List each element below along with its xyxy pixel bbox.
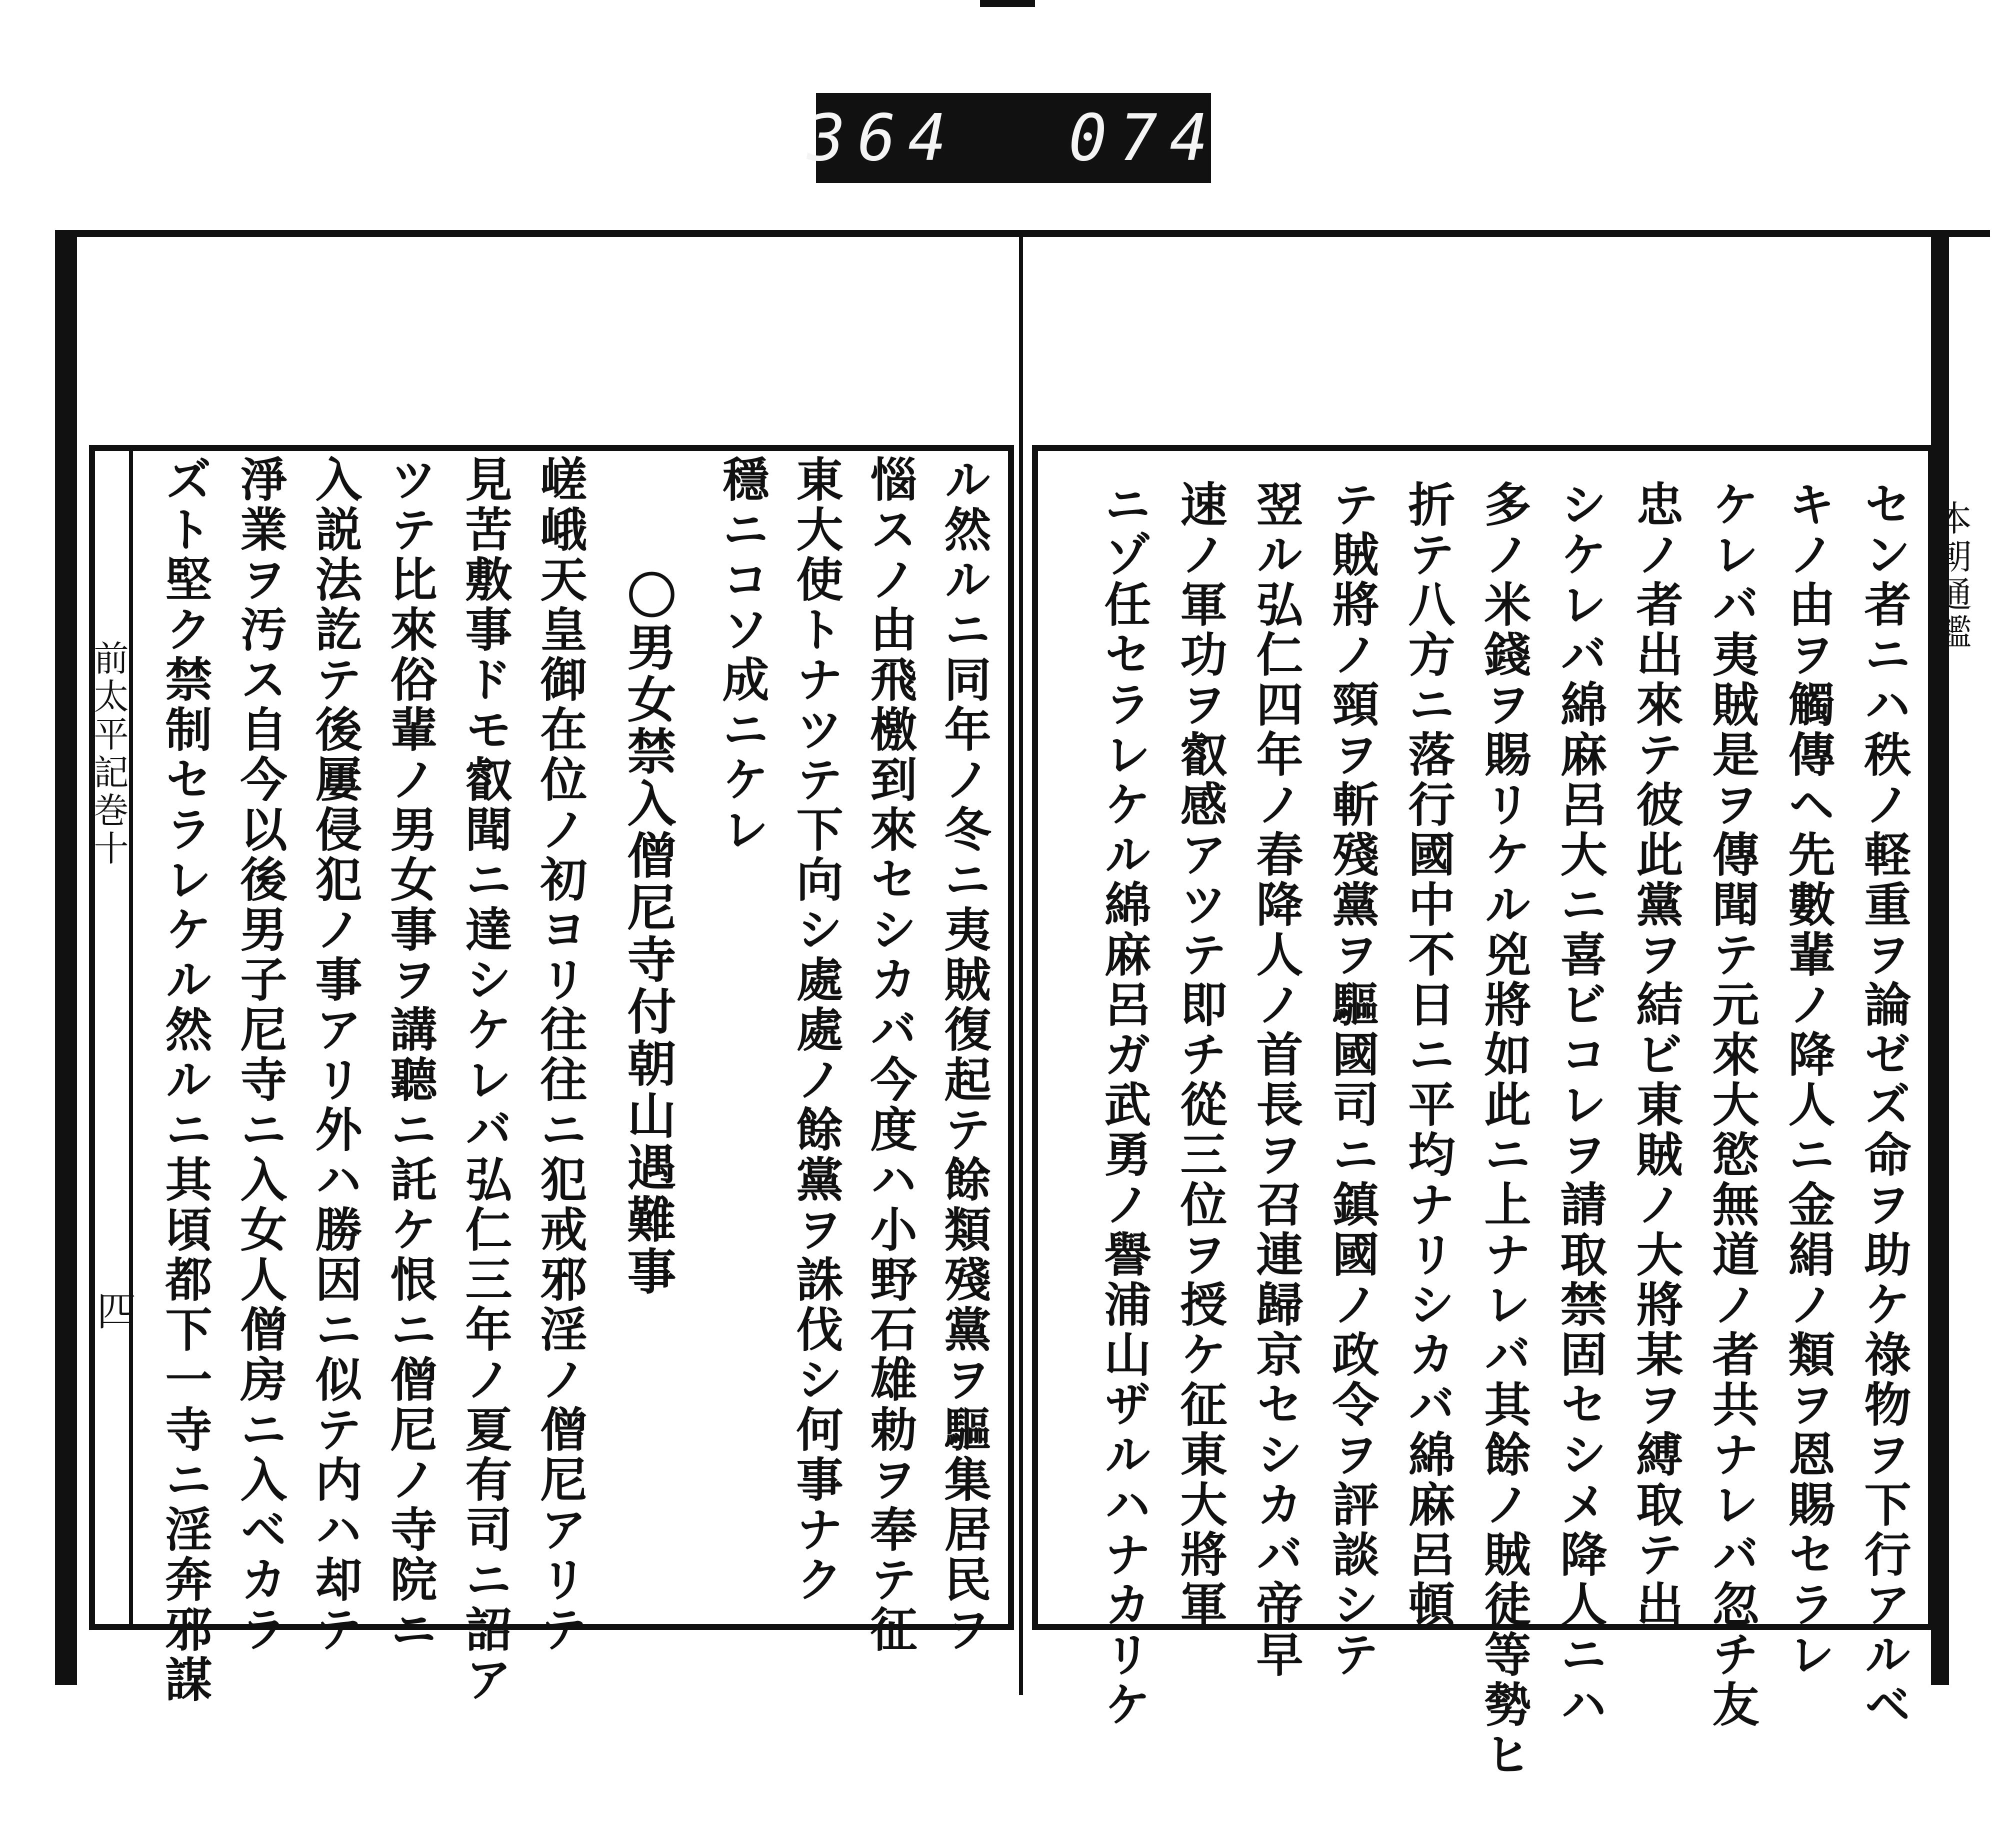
- text-column: ル然ルニ同年ノ冬ニ夷賊復起テ餘類殘黨ヲ驅集居民ヲ: [936, 455, 991, 1655]
- text-column: 折テ八方ニ落行國中不日ニ平均ナリシカバ綿麻呂頓: [1400, 480, 1455, 1630]
- text-column: 忠ノ者出來テ彼此黨ヲ結ビ東賊ノ大將某ヲ縛取テ出: [1628, 480, 1683, 1630]
- section-heading: 〇男女禁入僧尼寺付朝山遇難事: [619, 570, 676, 1298]
- text-column: テ賊將ノ頸ヲ斬殘黨ヲ驅國司ニ鎮國ノ政令ヲ評談シテ: [1324, 480, 1379, 1680]
- text-column: 嵯峨天皇御在位ノ初ヨリ往往ニ犯戒邪淫ノ僧尼アリテ: [532, 455, 587, 1655]
- text-column: 翌ル弘仁四年ノ春降人ノ首長ヲ召連歸京セシカバ帝早: [1248, 480, 1303, 1680]
- text-column: キノ由ヲ觸傳ヘ先數輩ノ降人ニ金絹ノ類ヲ恩賜セラレ: [1780, 480, 1835, 1680]
- book-gutter: [1019, 235, 1023, 1695]
- text-column: セン者ニハ秩ノ軽重ヲ論ゼズ命ヲ助ケ祿物ヲ下行アルベ: [1856, 480, 1911, 1730]
- left-margin-rule: [129, 451, 133, 1624]
- text-column: 速ノ軍功ヲ叡感アツテ即チ從三位ヲ授ケ征東大將軍: [1172, 480, 1227, 1630]
- left-book-edge: [55, 235, 77, 1685]
- text-column: 入説法訖テ後屢侵犯ノ事アリ外ハ勝因ニ似テ内ハ却テ: [307, 455, 362, 1655]
- text-column: ニゾ任セラレケル綿麻呂ガ武勇ノ譽浦山ザルハナカリケ: [1096, 480, 1151, 1730]
- text-column: 惱スノ由飛檄到來セシカバ今度ハ小野石雄勅ヲ奉テ征: [862, 455, 917, 1655]
- catalog-code-left: 364: [806, 100, 958, 176]
- top-clamp: [980, 0, 1035, 7]
- text-column: ツテ比來俗輩ノ男女事ヲ講聽ニ託ケ恨ニ僧尼ノ寺院ニ: [382, 455, 437, 1655]
- text-column: 多ノ米錢ヲ賜リケル兇將如此ニ上ナレバ其餘ノ賊徒等勢ヒ: [1476, 480, 1531, 1780]
- left-running-header: 前太平記巻十: [88, 640, 129, 868]
- text-column: ズト堅ク禁制セラレケル然ルニ其頃都下一寺ニ淫奔邪謀: [157, 455, 212, 1705]
- text-column: 東大使トナツテ下向シ處處ノ餘黨ヲ誅伐シ何事ナク: [788, 455, 843, 1605]
- text-column: 淨業ヲ汚ス自今以後男子尼寺ニ入女人僧房ニ入ベカラ: [232, 455, 287, 1655]
- right-running-header: 本朝通鑑: [1931, 500, 1972, 652]
- catalog-code-right: 074: [1068, 100, 1220, 176]
- text-column: シケレバ綿麻呂大ニ喜ビコレヲ請取禁固セシメ降人ニハ: [1552, 480, 1607, 1730]
- text-column: 穩ニコソ成ニケレ: [714, 455, 769, 855]
- text-column: ケレバ夷賊是ヲ傳聞テ元來大慾無道ノ者共ナレバ忽チ友: [1704, 480, 1759, 1730]
- text-column: 見苦敷事ドモ叡聞ニ達シケレバ弘仁三年ノ夏有司ニ詔ア: [457, 455, 512, 1705]
- left-folio-number: 四: [90, 1290, 136, 1333]
- catalog-label: [806, 93, 1220, 183]
